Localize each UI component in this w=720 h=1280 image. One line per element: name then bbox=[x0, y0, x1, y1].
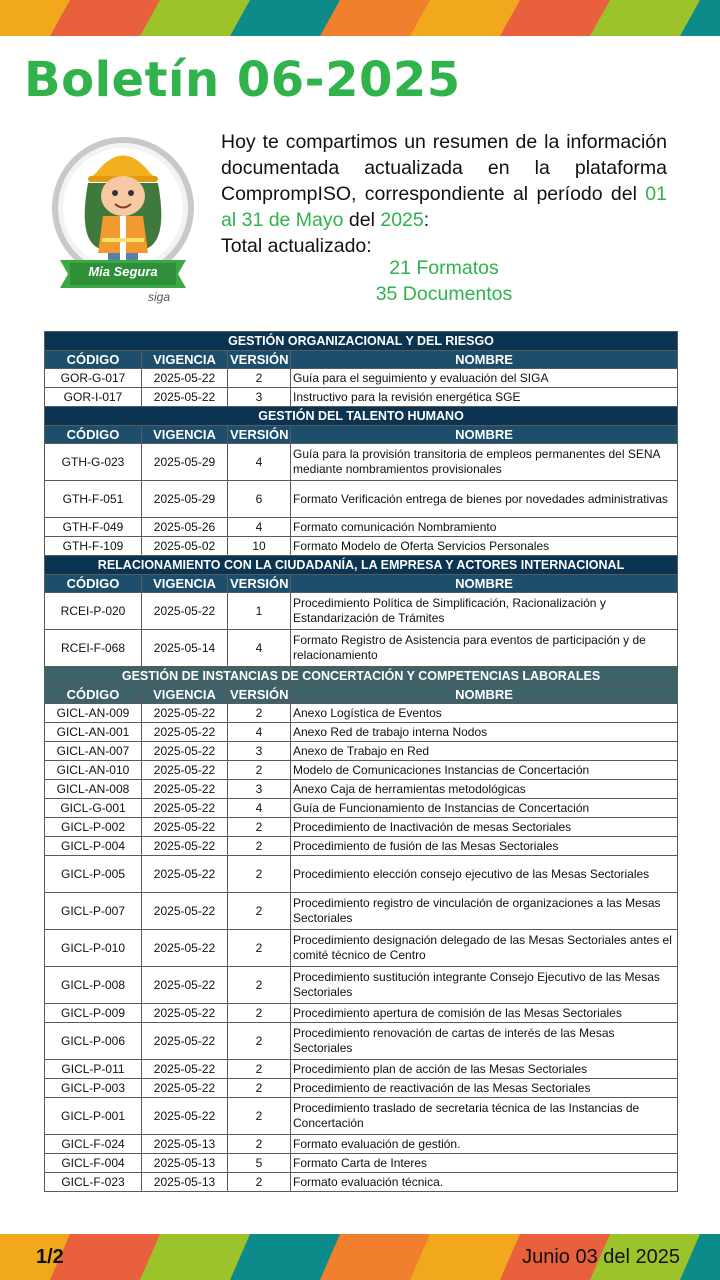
cell-version: 2 bbox=[228, 1079, 291, 1098]
table-row bbox=[45, 630, 678, 667]
cell-name: Procedimiento de Inactivación de mesas Sectoriales bbox=[291, 818, 678, 837]
cell-code: GICL-AN-008 bbox=[45, 780, 142, 799]
cell-version: 2 bbox=[228, 761, 291, 780]
cell-name: Procedimiento traslado de secretaria técnica de las Instancias de Concertación bbox=[291, 1098, 678, 1135]
table-row bbox=[45, 1004, 678, 1023]
cell-validity: 2025-05-22 bbox=[142, 593, 228, 630]
table-row bbox=[45, 1079, 678, 1098]
cell-version: 3 bbox=[228, 742, 291, 761]
cell-version: 2 bbox=[228, 837, 291, 856]
header-code: CÓDIGO bbox=[45, 351, 142, 369]
period-end: : bbox=[423, 209, 430, 231]
header-validity: VIGENCIA bbox=[142, 575, 228, 593]
cell-name: Formato Carta de Interes bbox=[291, 1154, 678, 1173]
cell-code: GTH-F-051 bbox=[45, 481, 142, 518]
cell-code: GICL-P-001 bbox=[45, 1098, 142, 1135]
table-row bbox=[45, 1154, 678, 1173]
total-label: Total actualizado: bbox=[221, 235, 372, 257]
section-header-row bbox=[45, 407, 678, 426]
table-row bbox=[45, 893, 678, 930]
cell-name: Procedimiento sustitución integrante Consejo Ejecutivo de las Mesas Sectoriales bbox=[291, 967, 678, 1004]
cell-version: 1 bbox=[228, 593, 291, 630]
cell-version: 2 bbox=[228, 818, 291, 837]
mascot-banner-text: Mia Segura bbox=[88, 264, 158, 279]
section-header-row bbox=[45, 667, 678, 686]
cell-code: GICL-F-024 bbox=[45, 1135, 142, 1154]
cell-version: 2 bbox=[228, 369, 291, 388]
cell-name: Procedimiento plan de acción de las Mesas Sectoriales bbox=[291, 1060, 678, 1079]
cell-name: Procedimiento apertura de comisión de las Mesas Sectoriales bbox=[291, 1004, 678, 1023]
cell-validity: 2025-05-22 bbox=[142, 723, 228, 742]
cell-version: 10 bbox=[228, 537, 291, 556]
cell-validity: 2025-05-22 bbox=[142, 1004, 228, 1023]
cell-validity: 2025-05-22 bbox=[142, 780, 228, 799]
cell-name: Procedimiento registro de vinculación de organizaciones a las Mesas Sectoriales bbox=[291, 893, 678, 930]
cell-code: GICL-P-011 bbox=[45, 1060, 142, 1079]
section-title: GESTIÓN DEL TALENTO HUMANO bbox=[45, 407, 678, 426]
cell-validity: 2025-05-22 bbox=[142, 1060, 228, 1079]
cell-version: 4 bbox=[228, 444, 291, 481]
cell-name: Anexo Logística de Eventos bbox=[291, 704, 678, 723]
bulletin-title: Boletín 06-2025 bbox=[24, 52, 461, 108]
header-name: NOMBRE bbox=[291, 686, 678, 704]
publication-date: Junio 03 del 2025 bbox=[522, 1246, 680, 1268]
table-row bbox=[45, 369, 678, 388]
cell-validity: 2025-05-22 bbox=[142, 856, 228, 893]
cell-name: Procedimiento elección consejo ejecutivo de las Mesas Sectoriales bbox=[291, 856, 678, 893]
cell-code: GTH-G-023 bbox=[45, 444, 142, 481]
intro-text: Hoy te compartimos un resumen de la información documentada actualizada en la plataforma ComprompISO, correspondiente al período del bbox=[221, 131, 667, 205]
cell-version: 2 bbox=[228, 893, 291, 930]
header-code: CÓDIGO bbox=[45, 575, 142, 593]
table-row bbox=[45, 742, 678, 761]
documents-table bbox=[44, 331, 678, 1192]
cell-name: Procedimiento renovación de cartas de interés de las Mesas Sectoriales bbox=[291, 1023, 678, 1060]
cell-code: GICL-F-023 bbox=[45, 1173, 142, 1192]
header-version: VERSIÓN bbox=[228, 426, 291, 444]
table-row bbox=[45, 1173, 678, 1192]
cell-code: RCEI-F-068 bbox=[45, 630, 142, 667]
column-header-row bbox=[45, 575, 678, 593]
section-title: GESTIÓN ORGANIZACIONAL Y DEL RIESGO bbox=[45, 332, 678, 351]
cell-name: Instructivo para la revisión energética SGE bbox=[291, 388, 678, 407]
cell-validity: 2025-05-22 bbox=[142, 761, 228, 780]
cell-name: Anexo de Trabajo en Red bbox=[291, 742, 678, 761]
table-row bbox=[45, 856, 678, 893]
cell-validity: 2025-05-22 bbox=[142, 1079, 228, 1098]
cell-code: GICL-AN-001 bbox=[45, 723, 142, 742]
cell-validity: 2025-05-22 bbox=[142, 818, 228, 837]
cell-code: GICL-P-005 bbox=[45, 856, 142, 893]
intro-paragraph bbox=[221, 129, 667, 233]
header-name: NOMBRE bbox=[291, 575, 678, 593]
table-row bbox=[45, 761, 678, 780]
header-version: VERSIÓN bbox=[228, 575, 291, 593]
cell-code: GICL-P-003 bbox=[45, 1079, 142, 1098]
cell-version: 2 bbox=[228, 1023, 291, 1060]
column-header-row bbox=[45, 426, 678, 444]
cell-validity: 2025-05-13 bbox=[142, 1173, 228, 1192]
cell-validity: 2025-05-29 bbox=[142, 444, 228, 481]
table-row bbox=[45, 818, 678, 837]
cell-name: Guía de Funcionamiento de Instancias de Concertación bbox=[291, 799, 678, 818]
documentos-count: 35 Documentos bbox=[375, 283, 513, 305]
cell-validity: 2025-05-22 bbox=[142, 930, 228, 967]
cell-version: 3 bbox=[228, 780, 291, 799]
cell-validity: 2025-05-22 bbox=[142, 967, 228, 1004]
cell-version: 2 bbox=[228, 1004, 291, 1023]
cell-code: GICL-P-007 bbox=[45, 893, 142, 930]
column-header-row bbox=[45, 351, 678, 369]
cell-version: 2 bbox=[228, 1098, 291, 1135]
cell-code: GTH-F-109 bbox=[45, 537, 142, 556]
cell-name: Procedimiento Política de Simplificación, Racionalización y Estandarización de Trámites bbox=[291, 593, 678, 630]
cell-validity: 2025-05-22 bbox=[142, 837, 228, 856]
cell-validity: 2025-05-13 bbox=[142, 1135, 228, 1154]
cell-code: GICL-F-004 bbox=[45, 1154, 142, 1173]
cell-name: Formato Verificación entrega de bienes por novedades administrativas bbox=[291, 481, 678, 518]
section-title: GESTIÓN DE INSTANCIAS DE CONCERTACIÓN Y COMPETENCIAS LABORALES bbox=[45, 667, 678, 686]
cell-validity: 2025-05-22 bbox=[142, 893, 228, 930]
page-number: 1/2 bbox=[36, 1246, 64, 1268]
header-code: CÓDIGO bbox=[45, 426, 142, 444]
header-name: NOMBRE bbox=[291, 426, 678, 444]
table-row bbox=[45, 704, 678, 723]
table-row bbox=[45, 799, 678, 818]
cell-validity: 2025-05-29 bbox=[142, 481, 228, 518]
cell-code: GICL-P-006 bbox=[45, 1023, 142, 1060]
cell-code: GICL-P-004 bbox=[45, 837, 142, 856]
cell-name: Formato evaluación técnica. bbox=[291, 1173, 678, 1192]
cell-code: GICL-G-001 bbox=[45, 799, 142, 818]
cell-code: GICL-P-008 bbox=[45, 967, 142, 1004]
cell-validity: 2025-05-22 bbox=[142, 1098, 228, 1135]
section-title: RELACIONAMIENTO CON LA CIUDADANÍA, LA EMPRESA Y ACTORES INTERNACIONAL bbox=[45, 556, 678, 575]
table-row bbox=[45, 780, 678, 799]
cell-name: Formato comunicación Nombramiento bbox=[291, 518, 678, 537]
table-row bbox=[45, 723, 678, 742]
cell-code: GICL-AN-007 bbox=[45, 742, 142, 761]
cell-name: Formato Registro de Asistencia para eventos de participación y de relacionamiento bbox=[291, 630, 678, 667]
period-year: 2025 bbox=[380, 209, 424, 231]
cell-validity: 2025-05-02 bbox=[142, 537, 228, 556]
cell-validity: 2025-05-22 bbox=[142, 742, 228, 761]
siga-logo-text: siga bbox=[148, 290, 171, 304]
table-row bbox=[45, 1023, 678, 1060]
cell-version: 4 bbox=[228, 799, 291, 818]
cell-version: 2 bbox=[228, 704, 291, 723]
cell-version: 4 bbox=[228, 723, 291, 742]
cell-version: 5 bbox=[228, 1154, 291, 1173]
cell-validity: 2025-05-13 bbox=[142, 1154, 228, 1173]
table-row bbox=[45, 930, 678, 967]
formatos-count: 21 Formatos bbox=[389, 257, 499, 279]
cell-validity: 2025-05-22 bbox=[142, 799, 228, 818]
cell-code: GOR-I-017 bbox=[45, 388, 142, 407]
table-row bbox=[45, 1135, 678, 1154]
cell-code: GICL-AN-010 bbox=[45, 761, 142, 780]
cell-validity: 2025-05-14 bbox=[142, 630, 228, 667]
header-version: VERSIÓN bbox=[228, 351, 291, 369]
cell-name: Modelo de Comunicaciones Instancias de Concertación bbox=[291, 761, 678, 780]
cell-version: 2 bbox=[228, 1135, 291, 1154]
table-row bbox=[45, 481, 678, 518]
cell-code: GICL-P-009 bbox=[45, 1004, 142, 1023]
cell-code: GTH-F-049 bbox=[45, 518, 142, 537]
cell-code: GOR-G-017 bbox=[45, 369, 142, 388]
period-range: 01 al 31 de Mayo bbox=[221, 183, 667, 231]
table-row bbox=[45, 967, 678, 1004]
cell-version: 2 bbox=[228, 856, 291, 893]
cell-validity: 2025-05-22 bbox=[142, 369, 228, 388]
header-validity: VIGENCIA bbox=[142, 426, 228, 444]
cell-version: 2 bbox=[228, 967, 291, 1004]
cell-code: GICL-AN-009 bbox=[45, 704, 142, 723]
cell-name: Procedimiento designación delegado de las Mesas Sectoriales antes el comité técnico de Centro bbox=[291, 930, 678, 967]
cell-name: Guía para la provisión transitoria de empleos permanentes del SENA mediante nombramientos provisionales bbox=[291, 444, 678, 481]
cell-version: 2 bbox=[228, 930, 291, 967]
cell-version: 4 bbox=[228, 630, 291, 667]
cell-validity: 2025-05-22 bbox=[142, 1023, 228, 1060]
section-header-row bbox=[45, 556, 678, 575]
cell-name: Formato evaluación de gestión. bbox=[291, 1135, 678, 1154]
cell-version: 2 bbox=[228, 1060, 291, 1079]
table-row bbox=[45, 1060, 678, 1079]
mascot-illustration bbox=[48, 128, 198, 308]
cell-name: Guía para el seguimiento y evaluación del SIGA bbox=[291, 369, 678, 388]
cell-code: RCEI-P-020 bbox=[45, 593, 142, 630]
cell-version: 6 bbox=[228, 481, 291, 518]
table-row bbox=[45, 593, 678, 630]
header-version: VERSIÓN bbox=[228, 686, 291, 704]
cell-name: Anexo Caja de herramientas metodológicas bbox=[291, 780, 678, 799]
cell-validity: 2025-05-26 bbox=[142, 518, 228, 537]
cell-name: Procedimiento de reactivación de las Mesas Sectoriales bbox=[291, 1079, 678, 1098]
period-joiner: del bbox=[343, 209, 381, 231]
column-header-row bbox=[45, 686, 678, 704]
cell-version: 3 bbox=[228, 388, 291, 407]
table-row bbox=[45, 1098, 678, 1135]
table-row bbox=[45, 518, 678, 537]
table-row bbox=[45, 444, 678, 481]
cell-validity: 2025-05-22 bbox=[142, 388, 228, 407]
cell-name: Formato Modelo de Oferta Servicios Personales bbox=[291, 537, 678, 556]
cell-version: 2 bbox=[228, 1173, 291, 1192]
header-name: NOMBRE bbox=[291, 351, 678, 369]
cell-name: Procedimiento de fusión de las Mesas Sectoriales bbox=[291, 837, 678, 856]
section-header-row bbox=[45, 332, 678, 351]
table-row bbox=[45, 537, 678, 556]
header-code: CÓDIGO bbox=[45, 686, 142, 704]
cell-name: Anexo Red de trabajo interna Nodos bbox=[291, 723, 678, 742]
cell-code: GICL-P-010 bbox=[45, 930, 142, 967]
table-row bbox=[45, 388, 678, 407]
cell-code: GICL-P-002 bbox=[45, 818, 142, 837]
cell-validity: 2025-05-22 bbox=[142, 704, 228, 723]
header-validity: VIGENCIA bbox=[142, 686, 228, 704]
top-decorative-band bbox=[0, 0, 720, 36]
header-validity: VIGENCIA bbox=[142, 351, 228, 369]
table-row bbox=[45, 837, 678, 856]
cell-version: 4 bbox=[228, 518, 291, 537]
